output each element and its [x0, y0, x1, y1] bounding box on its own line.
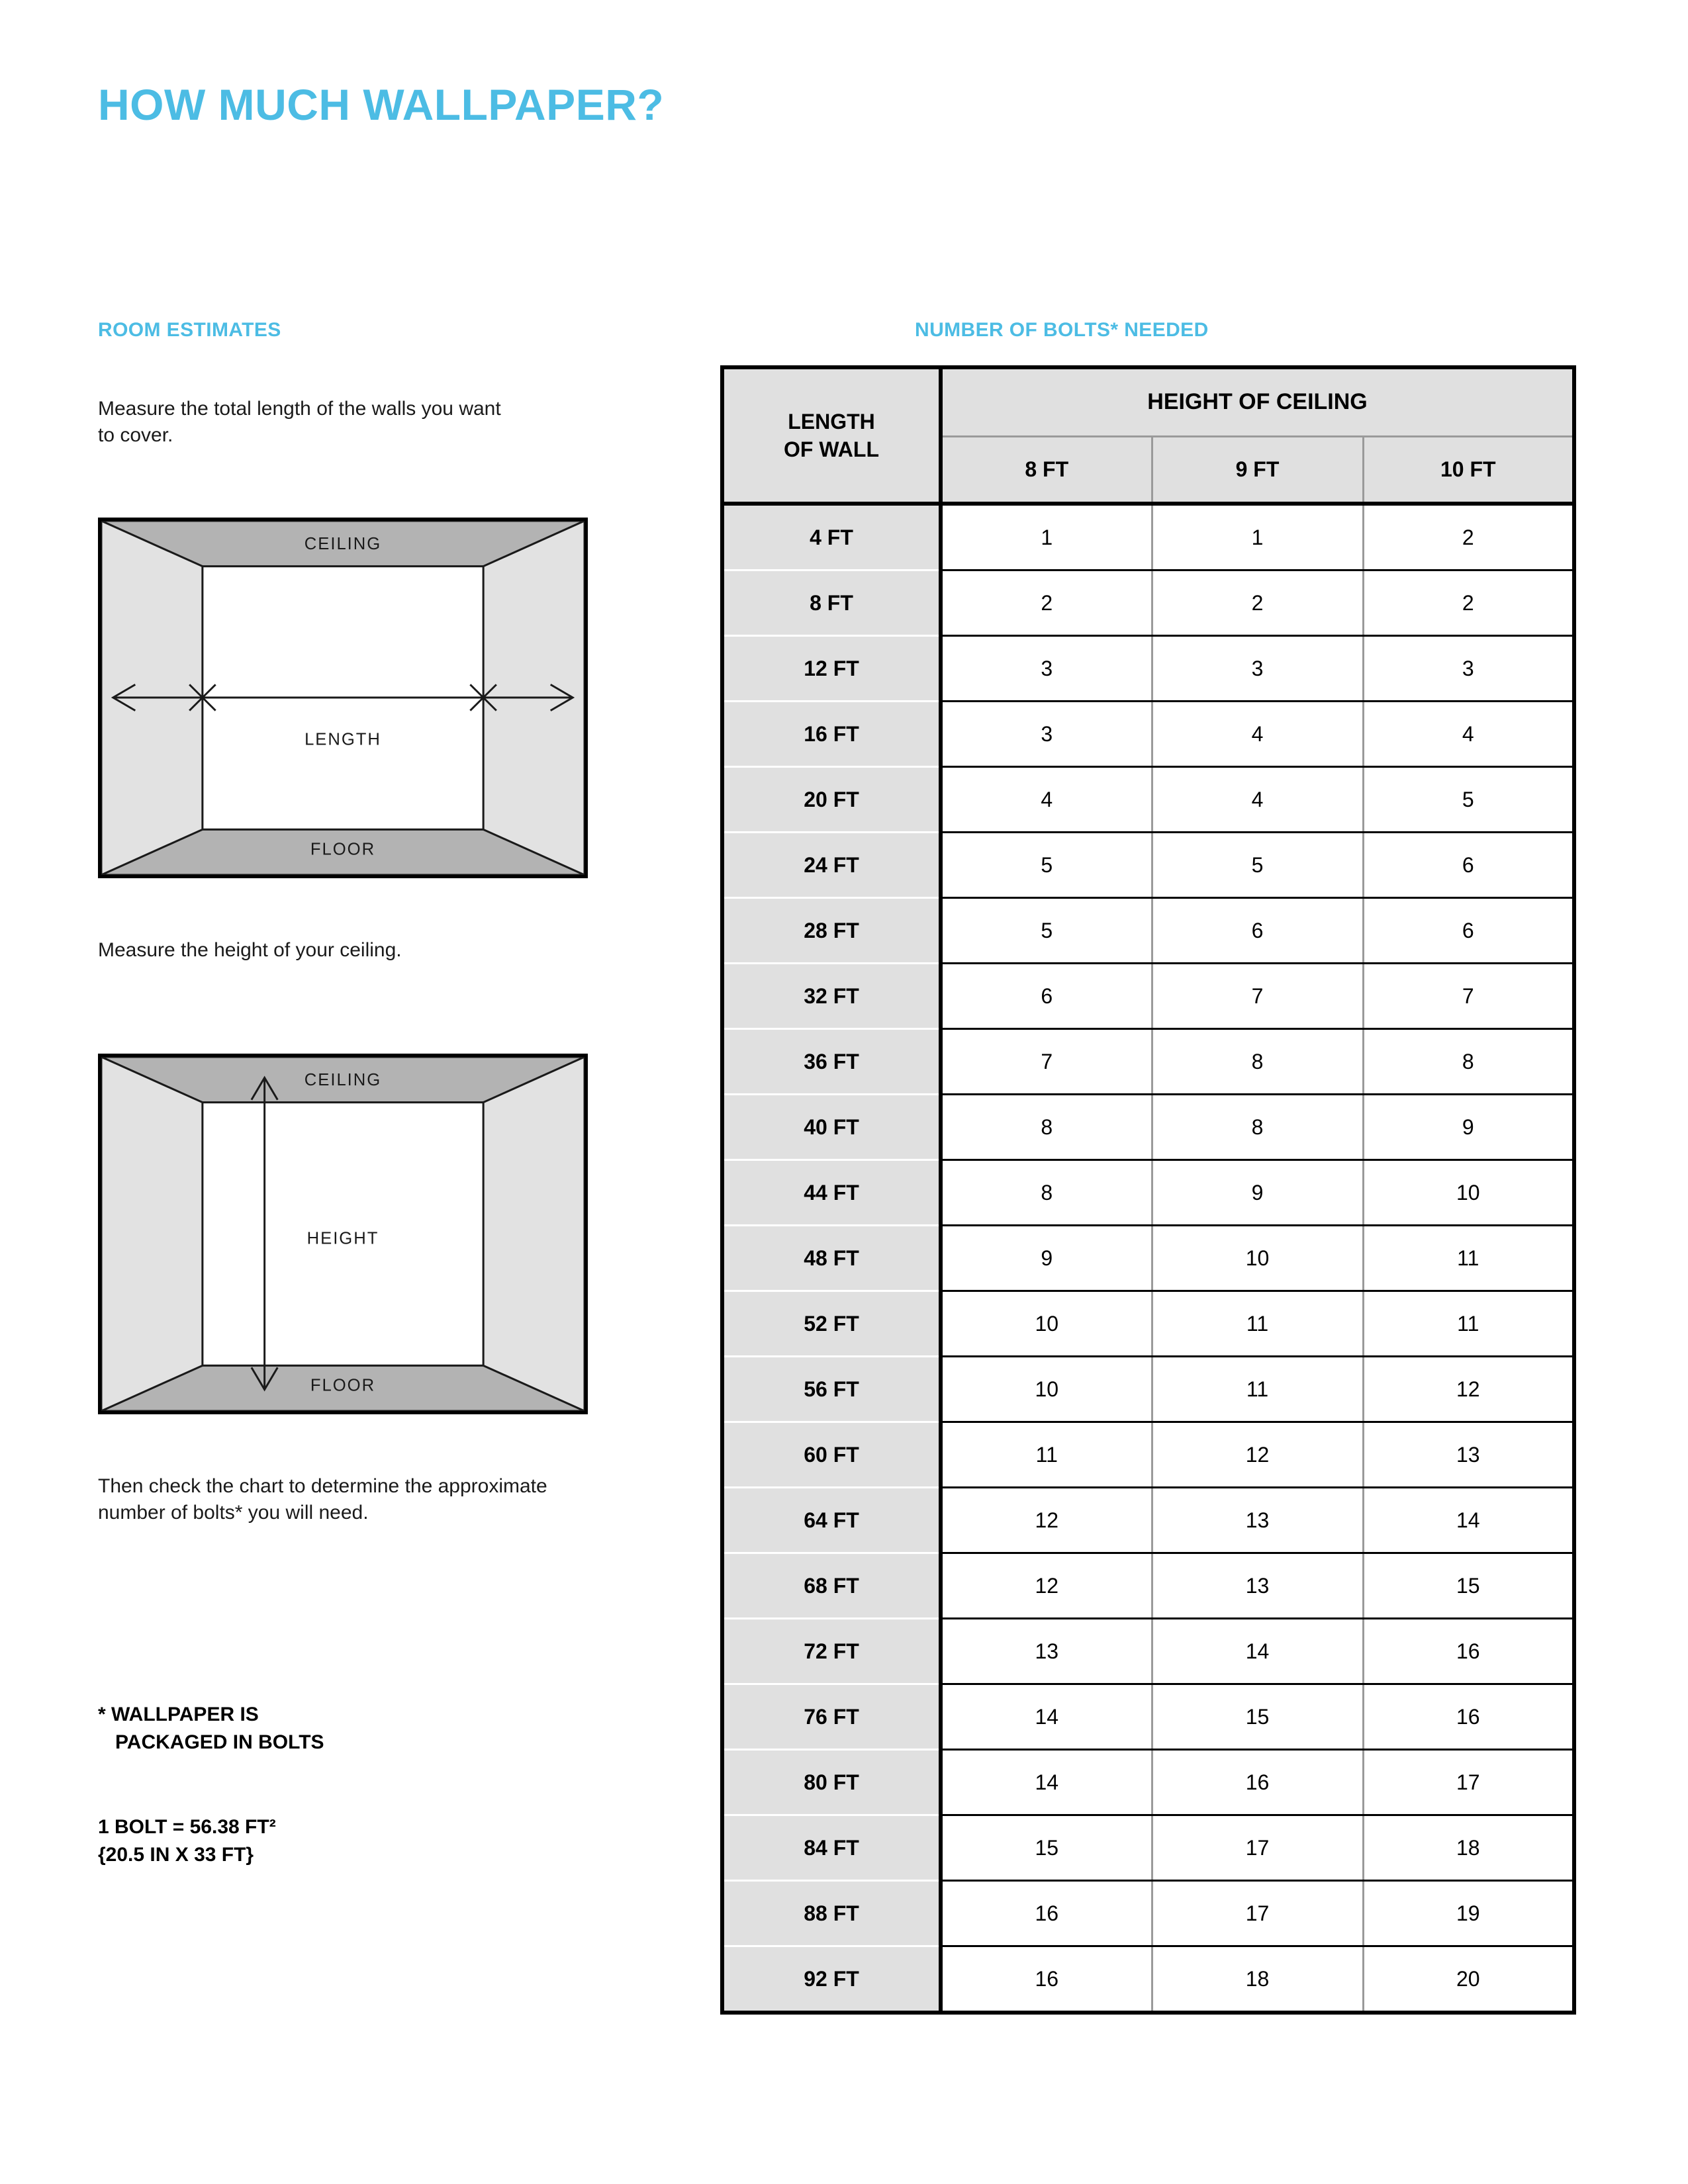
cell-wall-length: 4 FT — [722, 504, 941, 570]
wallpaper-packaging-note — [98, 1701, 561, 1756]
cell-bolts-8ft: 10 — [941, 1357, 1152, 1422]
cell-bolts-9ft: 11 — [1152, 1357, 1363, 1422]
room-estimates-heading: ROOM ESTIMATES — [98, 319, 281, 341]
cell-bolts-9ft: 2 — [1152, 570, 1363, 636]
table-row — [722, 1619, 1574, 1684]
header-length-of-wall — [722, 367, 941, 504]
cell-bolts-8ft: 12 — [941, 1488, 1152, 1553]
cell-bolts-9ft: 6 — [1152, 898, 1363, 964]
cell-bolts-8ft: 8 — [941, 1160, 1152, 1226]
table-row — [722, 1357, 1574, 1422]
figure-length-dimension-label: LENGTH — [305, 730, 381, 749]
cell-bolts-9ft: 18 — [1152, 1946, 1363, 2013]
cell-bolts-9ft: 4 — [1152, 702, 1363, 767]
table-row — [722, 1946, 1574, 2013]
cell-wall-length: 92 FT — [722, 1946, 941, 2013]
table-row — [722, 1029, 1574, 1095]
cell-bolts-8ft: 2 — [941, 570, 1152, 636]
figure-height-ceiling-label: CEILING — [304, 1071, 382, 1090]
figure-length-floor-label: FLOOR — [310, 840, 376, 859]
cell-wall-length: 60 FT — [722, 1422, 941, 1488]
cell-bolts-8ft: 14 — [941, 1684, 1152, 1750]
cell-bolts-10ft: 18 — [1363, 1815, 1574, 1881]
cell-bolts-8ft: 1 — [941, 504, 1152, 570]
cell-bolts-8ft: 12 — [941, 1553, 1152, 1619]
cell-bolts-8ft: 5 — [941, 898, 1152, 964]
cell-bolts-8ft: 13 — [941, 1619, 1152, 1684]
cell-wall-length: 40 FT — [722, 1095, 941, 1160]
check-chart-paragraph: Then check the chart to determine the approximate number of bolts* you will need. — [98, 1475, 547, 1524]
cell-bolts-8ft: 15 — [941, 1815, 1152, 1881]
cell-bolts-10ft: 3 — [1363, 636, 1574, 702]
cell-bolts-9ft: 7 — [1152, 964, 1363, 1029]
bolt-size-line1: 1 BOLT = 56.38 FT² — [98, 1816, 276, 1838]
table-row — [722, 1488, 1574, 1553]
cell-wall-length: 44 FT — [722, 1160, 941, 1226]
cell-bolts-10ft: 13 — [1363, 1422, 1574, 1488]
cell-bolts-10ft: 17 — [1363, 1750, 1574, 1815]
table-row — [722, 1422, 1574, 1488]
cell-bolts-10ft: 6 — [1363, 833, 1574, 898]
cell-wall-length: 12 FT — [722, 636, 941, 702]
table-row — [722, 702, 1574, 767]
bolts-table-container — [720, 365, 1573, 2015]
cell-bolts-10ft: 16 — [1363, 1684, 1574, 1750]
cell-bolts-10ft: 15 — [1363, 1553, 1574, 1619]
header-length-line2: OF WALL — [784, 437, 879, 461]
cell-wall-length: 16 FT — [722, 702, 941, 767]
cell-bolts-9ft: 12 — [1152, 1422, 1363, 1488]
cell-bolts-9ft: 17 — [1152, 1815, 1363, 1881]
cell-bolts-9ft: 13 — [1152, 1488, 1363, 1553]
cell-bolts-10ft: 9 — [1363, 1095, 1574, 1160]
cell-bolts-8ft: 7 — [941, 1029, 1152, 1095]
table-row — [722, 1095, 1574, 1160]
cell-wall-length: 24 FT — [722, 833, 941, 898]
cell-bolts-9ft: 4 — [1152, 767, 1363, 833]
page-title: HOW MUCH WALLPAPER? — [98, 80, 665, 129]
table-row — [722, 1684, 1574, 1750]
cell-wall-length: 84 FT — [722, 1815, 941, 1881]
table-row — [722, 1226, 1574, 1291]
cell-wall-length: 72 FT — [722, 1619, 941, 1684]
table-body — [722, 504, 1574, 2013]
cell-bolts-10ft: 7 — [1363, 964, 1574, 1029]
cell-bolts-8ft: 3 — [941, 636, 1152, 702]
cell-bolts-8ft: 16 — [941, 1881, 1152, 1946]
cell-wall-length: 56 FT — [722, 1357, 941, 1422]
cell-bolts-9ft: 17 — [1152, 1881, 1363, 1946]
cell-bolts-9ft: 9 — [1152, 1160, 1363, 1226]
table-row — [722, 1750, 1574, 1815]
cell-bolts-10ft: 8 — [1363, 1029, 1574, 1095]
cell-wall-length: 52 FT — [722, 1291, 941, 1357]
cell-bolts-9ft: 1 — [1152, 504, 1363, 570]
header-ceiling-9ft: 9 FT — [1152, 436, 1363, 504]
cell-wall-length: 20 FT — [722, 767, 941, 833]
table-row — [722, 833, 1574, 898]
cell-bolts-9ft: 15 — [1152, 1684, 1363, 1750]
cell-wall-length: 32 FT — [722, 964, 941, 1029]
header-height-of-ceiling: HEIGHT OF CEILING — [941, 367, 1574, 436]
cell-bolts-10ft: 6 — [1363, 898, 1574, 964]
room-diagram-length — [98, 518, 588, 878]
cell-bolts-10ft: 2 — [1363, 570, 1574, 636]
cell-bolts-9ft: 10 — [1152, 1226, 1363, 1291]
bolt-size-note — [98, 1813, 561, 1869]
cell-bolts-8ft: 11 — [941, 1422, 1152, 1488]
table-row — [722, 504, 1574, 570]
packaging-note-line1: * WALLPAPER IS — [98, 1704, 259, 1725]
cell-bolts-9ft: 16 — [1152, 1750, 1363, 1815]
cell-bolts-9ft: 5 — [1152, 833, 1363, 898]
cell-wall-length: 68 FT — [722, 1553, 941, 1619]
table-row — [722, 1815, 1574, 1881]
cell-wall-length: 80 FT — [722, 1750, 941, 1815]
table-row — [722, 1881, 1574, 1946]
measure-length-paragraph: Measure the total length of the walls you want to cover. — [98, 398, 501, 446]
cell-bolts-10ft: 11 — [1363, 1291, 1574, 1357]
cell-wall-length: 36 FT — [722, 1029, 941, 1095]
table-row — [722, 636, 1574, 702]
cell-bolts-8ft: 6 — [941, 964, 1152, 1029]
figure-length-ceiling-label: CEILING — [304, 535, 382, 554]
figure-height-dimension-label: HEIGHT — [306, 1229, 379, 1248]
cell-bolts-9ft: 3 — [1152, 636, 1363, 702]
table-header-row-group — [722, 367, 1574, 436]
cell-bolts-8ft: 4 — [941, 767, 1152, 833]
cell-bolts-8ft: 5 — [941, 833, 1152, 898]
cell-bolts-10ft: 12 — [1363, 1357, 1574, 1422]
bolts-table — [720, 365, 1576, 2015]
cell-bolts-10ft: 19 — [1363, 1881, 1574, 1946]
header-length-line1: LENGTH — [788, 410, 875, 433]
cell-bolts-10ft: 20 — [1363, 1946, 1574, 2013]
cell-bolts-9ft: 8 — [1152, 1095, 1363, 1160]
cell-bolts-9ft: 14 — [1152, 1619, 1363, 1684]
cell-bolts-10ft: 16 — [1363, 1619, 1574, 1684]
cell-wall-length: 88 FT — [722, 1881, 941, 1946]
cell-bolts-8ft: 9 — [941, 1226, 1152, 1291]
measure-height-paragraph: Measure the height of your ceiling. — [98, 939, 402, 961]
cell-bolts-9ft: 13 — [1152, 1553, 1363, 1619]
table-row — [722, 570, 1574, 636]
table-row — [722, 964, 1574, 1029]
cell-bolts-8ft: 3 — [941, 702, 1152, 767]
cell-wall-length: 28 FT — [722, 898, 941, 964]
cell-wall-length: 64 FT — [722, 1488, 941, 1553]
cell-wall-length: 76 FT — [722, 1684, 941, 1750]
table-head — [722, 367, 1574, 504]
cell-bolts-10ft: 11 — [1363, 1226, 1574, 1291]
header-ceiling-10ft: 10 FT — [1363, 436, 1574, 504]
figure-height-floor-label: FLOOR — [310, 1376, 376, 1395]
bolts-table-heading: NUMBER OF BOLTS* NEEDED — [915, 319, 1209, 341]
cell-bolts-8ft: 14 — [941, 1750, 1152, 1815]
cell-wall-length: 8 FT — [722, 570, 941, 636]
cell-wall-length: 48 FT — [722, 1226, 941, 1291]
cell-bolts-10ft: 5 — [1363, 767, 1574, 833]
table-row — [722, 767, 1574, 833]
cell-bolts-10ft: 10 — [1363, 1160, 1574, 1226]
cell-bolts-8ft: 10 — [941, 1291, 1152, 1357]
cell-bolts-9ft: 11 — [1152, 1291, 1363, 1357]
table-row — [722, 1160, 1574, 1226]
table-row — [722, 1291, 1574, 1357]
cell-bolts-8ft: 8 — [941, 1095, 1152, 1160]
header-ceiling-8ft: 8 FT — [941, 436, 1152, 504]
cell-bolts-8ft: 16 — [941, 1946, 1152, 2013]
bolt-size-line2: {20.5 IN X 33 FT} — [98, 1844, 254, 1866]
cell-bolts-10ft: 2 — [1363, 504, 1574, 570]
table-row — [722, 1553, 1574, 1619]
cell-bolts-9ft: 8 — [1152, 1029, 1363, 1095]
room-diagram-height — [98, 1054, 588, 1414]
table-row — [722, 898, 1574, 964]
packaging-note-line2: PACKAGED IN BOLTS — [115, 1731, 324, 1753]
cell-bolts-10ft: 4 — [1363, 702, 1574, 767]
cell-bolts-10ft: 14 — [1363, 1488, 1574, 1553]
